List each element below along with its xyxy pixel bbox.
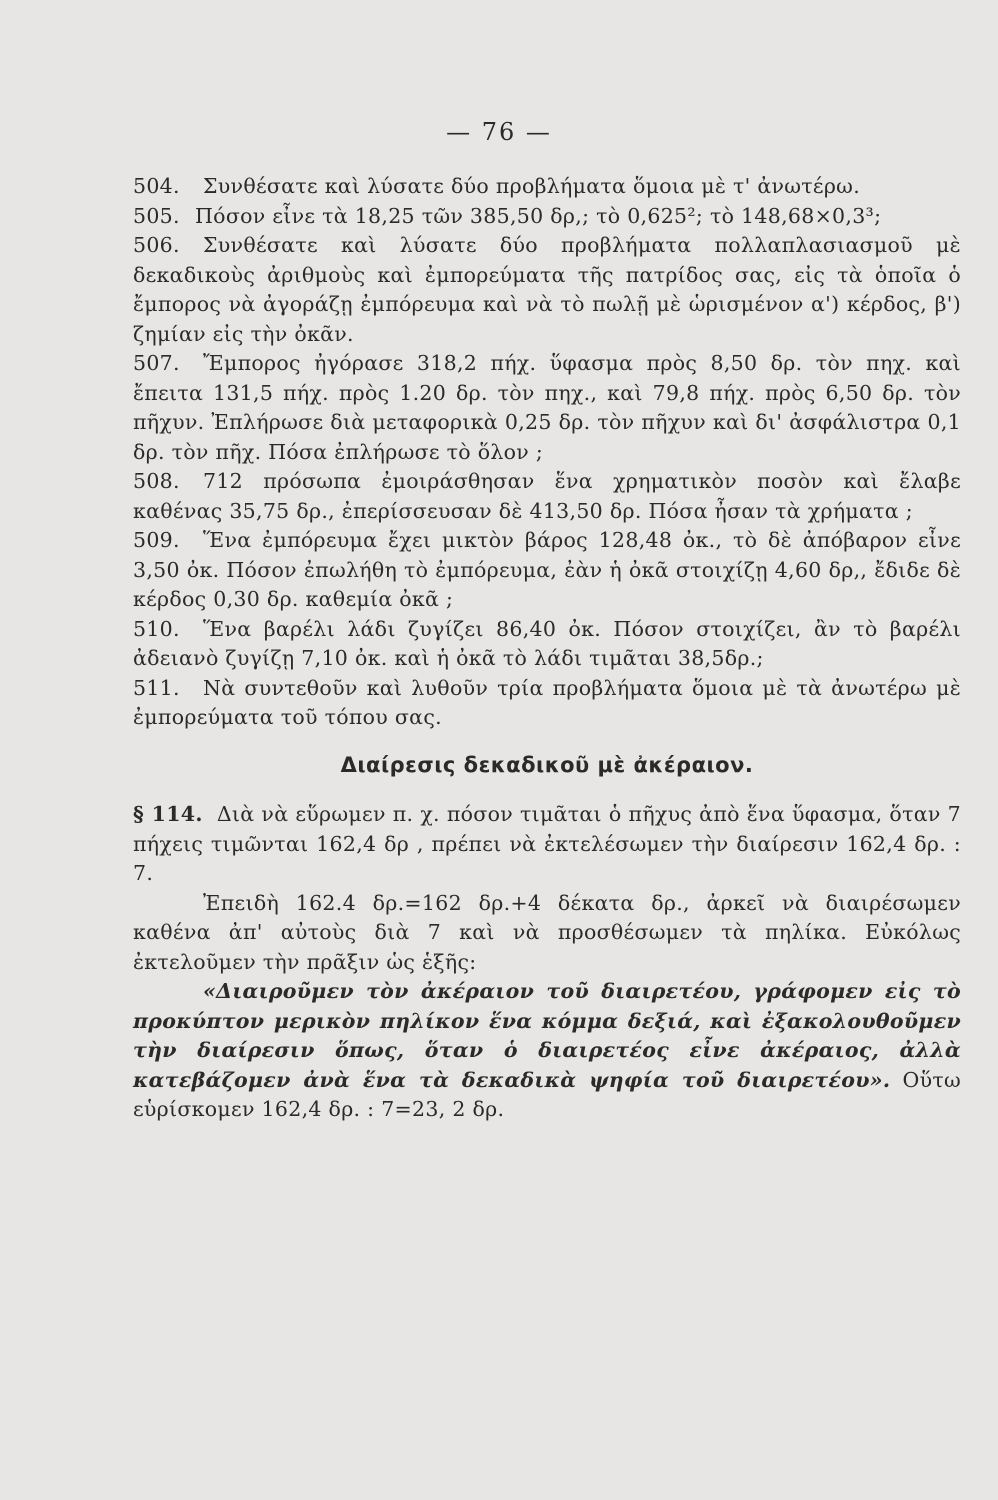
problem-text: Ἔμπορος ἠγόρασε 318,2 πήχ. ὕφασμα πρὸς 8,50 δρ. τὸν πηχ. καὶ ἔπειτα 131,5 πήχ. πρὸς 1.20 δρ. τὸν πηχ., καὶ 79,8 πήχ. πρὸς 6,50 δρ. τὸν πῆχυν. Ἐπλήρωσε διὰ μεταφορικὰ 0,25 δρ. τὸν πῆχυν καὶ δι' ἀσφάλιστρα 0,1 δρ. τὸν πῆχ. Πόσα ἐπλήρωσε τὸ ὅλον ; bbox=[133, 351, 961, 464]
division-result: Οὕτω εὑρίσκομεν 162,4 δρ. : 7=23, 2 δρ. bbox=[133, 1067, 962, 1121]
problem-text: Νὰ συντεθοῦν καὶ λυθοῦν τρία προβλήματα ὅμοια μὲ τὰ ἀνωτέρω μὲ ἐμπορεύματα τοῦ τόπου σας. bbox=[133, 675, 961, 729]
problem-number: 504. bbox=[133, 174, 180, 198]
problem-504 bbox=[133, 172, 961, 202]
problem-number: 510. bbox=[133, 616, 180, 641]
problem-511 bbox=[133, 674, 961, 733]
problem-507 bbox=[133, 349, 961, 467]
text-block bbox=[133, 172, 961, 1125]
division-rule: «Διαιροῦμεν τὸν ἀκέραιον τοῦ διαιρετέου, γράφομεν εἰς τὸ προκύπτον μερικὸν πηλίκον ἕνα κόμμα δεξιά, καὶ ἐξακολουθοῦμεν τὴν διαίρεσιν ὅπως, ὅταν ὁ διαιρετέος εἶνε ἀκέραιος, ἀλλὰ κατεβάζομεν ἀνὰ ἕνα τὰ δεκαδικὰ ψηφία τοῦ διαιρετέου». bbox=[133, 979, 961, 1092]
problem-text: Ἕνα βαρέλι λάδι ζυγίζει 86,40 ὀκ. Πόσον στοιχίζει, ἂν τὸ βαρέλι ἀδειανὸ ζυγίζῃ 7,10 ὀκ. καὶ ἡ ὀκᾶ τὸ λάδι τιμᾶται 38,5δρ.; bbox=[133, 616, 961, 670]
problem-text: Πόσον εἶνε τὰ 18,25 τῶν 385,50 δρ,; τὸ 0,625²; τὸ 148,68×0,3³; bbox=[195, 203, 882, 228]
problem-508 bbox=[133, 467, 961, 526]
section-paragraph-3 bbox=[133, 977, 961, 1125]
problem-505 bbox=[133, 202, 961, 232]
page-number: — 76 — bbox=[446, 118, 552, 146]
section-text-1: Διὰ νὰ εὕρωμεν π. χ. πόσον τιμᾶται ὁ πῆχυς ἀπὸ ἕνα ὕφασμα, ὅταν 7 πήχεις τιμῶνται 162,4 δρ , πρέπει νὰ ἐκτελέσωμεν τὴν διαίρεσιν 162,4 δρ. : 7. bbox=[133, 802, 961, 885]
section-paragraph-2 bbox=[133, 889, 961, 978]
problem-text: Ἕνα ἐμπόρευμα ἔχει μικτὸν βάρος 128,48 ὀκ., τὸ δὲ ἀπόβαρον εἶνε 3,50 ὀκ. Πόσον ἐπωλήθη τὸ ἐμπόρευμα, ἐὰν ἡ ὀκᾶ στοιχίζῃ 4,60 δρ,, ἔδιδε δὲ κέρδος 0,30 δρ. καθεμία ὀκᾶ ; bbox=[133, 528, 961, 611]
problem-text: Συνθέσατε καὶ λύσατε δύο προβλήματα ὅμοια μὲ τ' ἀνωτέρω. bbox=[203, 174, 861, 198]
problem-number: 505. bbox=[133, 203, 180, 228]
problem-number: 511. bbox=[133, 675, 180, 700]
problem-506 bbox=[133, 231, 961, 349]
problem-text: 712 πρόσωπα ἐμοιράσθησαν ἕνα χρηματικὸν ποσὸν καὶ ἔλαβε καθένας 35,75 δρ., ἐπερίσσευσαν δὲ 413,50 δρ. Πόσα ἦσαν τὰ χρήματα ; bbox=[133, 469, 961, 523]
section-text-2: Ἐπειδὴ 162.4 δρ.=162 δρ.+4 δέκατα δρ., ἀρκεῖ νὰ διαιρέσωμεν καθένα ἀπ' αὐτοὺς διὰ 7 καὶ νὰ προσθέσωμεν τὰ πηλίκα. Εὐκόλως ἐκτελοῦμεν τὴν πρᾶξιν ὡς ἑξῆς: bbox=[133, 890, 961, 974]
problem-509 bbox=[133, 526, 961, 615]
problem-510 bbox=[133, 615, 961, 674]
section-heading: Διαίρεσις δεκαδικοῦ μὲ ἀκέραιον. bbox=[340, 752, 754, 777]
problem-number: 508. bbox=[133, 469, 180, 493]
problem-number: 507. bbox=[133, 351, 180, 375]
section-mark: § 114. bbox=[133, 802, 203, 826]
section-paragraph-1 bbox=[133, 800, 961, 889]
problem-number: 506. bbox=[133, 233, 180, 257]
problem-number: 509. bbox=[133, 528, 180, 552]
problem-text: Συνθέσατε καὶ λύσατε δύο προβλήματα πολλαπλασιασμοῦ μὲ δεκαδικοὺς ἀριθμοὺς καὶ ἐμπορεύματα τῆς πατρίδος σας, εἰς τὰ ὁποῖα ὁ ἔμπορος νὰ ἀγοράζῃ ἐμπόρευμα καὶ νὰ τὸ πωλῇ μὲ ὡρισμένον α') κέρδος, β') ζημίαν εἰς τὴν ὀκᾶν. bbox=[133, 233, 961, 346]
